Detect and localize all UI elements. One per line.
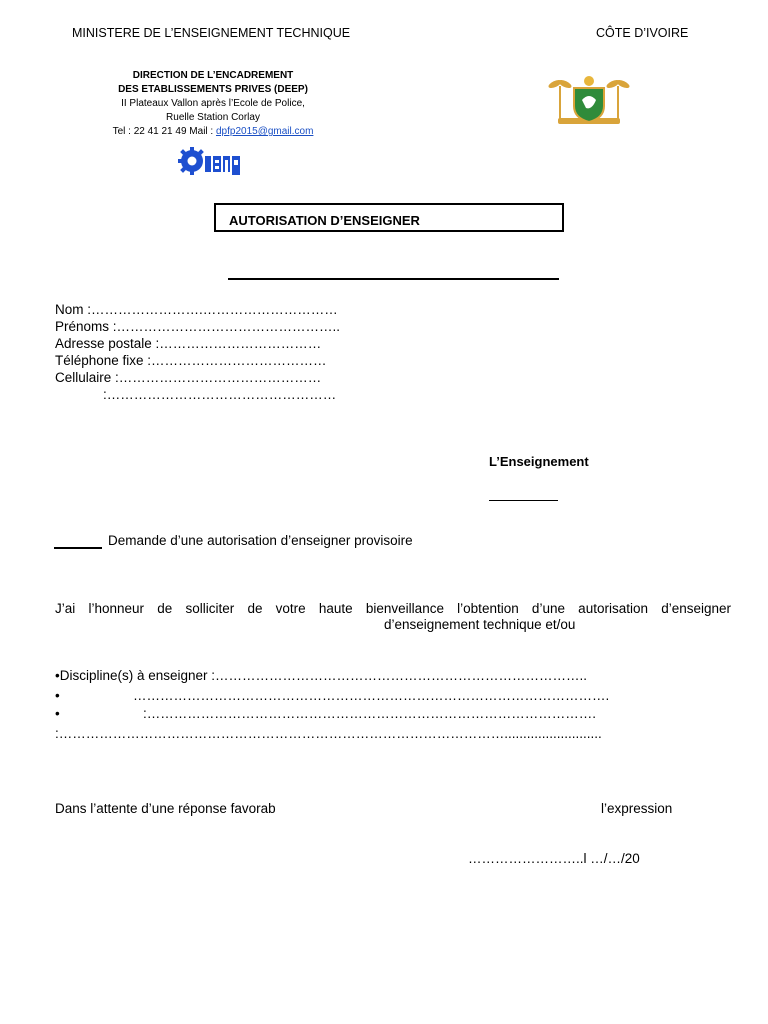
- recipient-underline: [489, 500, 558, 501]
- direction-line1: DIRECTION DE L’ENCADREMENT: [132, 70, 294, 81]
- direction-line2: DES ETABLISSEMENTS PRIVES (DEEP): [118, 84, 308, 95]
- field-adresse[interactable]: Adresse postale :………………………………: [55, 336, 322, 351]
- discipline-line1[interactable]: •Discipline(s) à enseigner :………………………………………………………………………..: [55, 668, 588, 683]
- body-line2: d’enseignement technique et/ou: [384, 617, 576, 632]
- direction-address2: Ruelle Station Corlay: [166, 112, 260, 123]
- defp-logo-graphic: [177, 144, 247, 178]
- field-prenoms[interactable]: Prénoms :…………………………………………..: [55, 319, 341, 334]
- coat-of-arms-seal: [548, 72, 630, 128]
- subject-line: Demande d’une autorisation d’enseigner provisoire: [108, 533, 413, 548]
- discipline-line2[interactable]: …………………………………………………………………………………………….: [133, 688, 610, 703]
- date-place-line[interactable]: ……………………..l …/…/20: [468, 851, 640, 866]
- coat-of-arms-icon: [548, 72, 630, 128]
- ministry-header: MINISTERE DE L’ENSEIGNEMENT TECHNIQUE: [72, 26, 351, 40]
- document-title: AUTORISATION D’ENSEIGNER: [229, 213, 420, 228]
- direction-block: [85, 69, 341, 139]
- closing-right: l’expression: [601, 801, 673, 816]
- title-box: [214, 203, 564, 232]
- subject-blank-line: [54, 547, 102, 549]
- field-cellulaire[interactable]: Cellulaire :………………………………………: [55, 370, 322, 385]
- discipline-bullet3: •: [55, 706, 60, 721]
- direction-tel: Tel : 22 41 21 49 Mail :: [112, 126, 216, 137]
- discipline-bullet2: •: [55, 688, 60, 703]
- field-nom[interactable]: Nom :…………………….…………………………: [55, 302, 338, 317]
- discipline-line3[interactable]: :……………………………………………………………………………………….: [143, 706, 597, 721]
- field-telephone[interactable]: Téléphone fixe :…………………………………: [55, 353, 327, 368]
- recipient-label: L’Enseignement: [489, 454, 589, 469]
- closing-left: Dans l’attente d’une réponse favorab: [55, 801, 276, 816]
- discipline-line4[interactable]: :………………………………………………………………………………………..........................: [55, 726, 602, 741]
- defp-logo: [177, 144, 247, 178]
- direction-address1: II Plateaux Vallon après l’Ecole de Police,: [121, 98, 305, 109]
- email-link[interactable]: dpfp2015@gmail.com: [215, 126, 314, 137]
- body-line1: J’ai l’honneur de solliciter de votre haute bienveillance l’obtention d’une autorisation d’enseigner: [55, 601, 731, 616]
- country-header: CÔTE D’IVOIRE: [596, 26, 689, 40]
- title-underline: [228, 278, 559, 280]
- field-extra[interactable]: :……………………………………………: [103, 387, 337, 402]
- direction-contact: [85, 125, 341, 139]
